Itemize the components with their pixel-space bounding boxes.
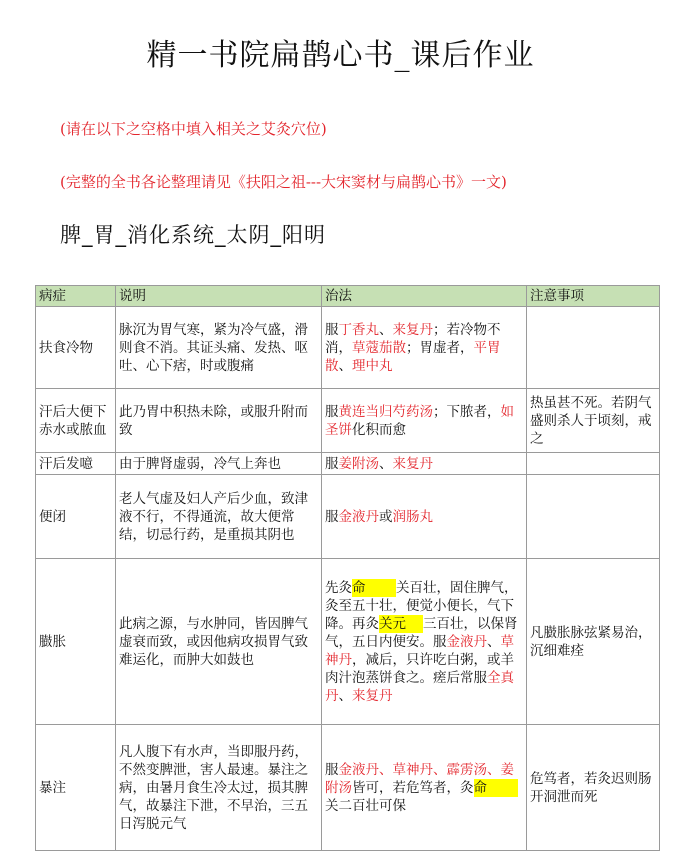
treatment-text: ，减后，只许吃白粥，或羊肉汁泡蒸饼食之。瘥后常服 [325,651,514,686]
section-heading: 脾_胃_消化系统_太阴_阳明 [60,223,326,247]
treatment-text: 三百壮，以保肾气，五日内便安。服 [325,615,518,650]
treatment-text: ；胃虚者， [406,339,474,356]
description-cell: 此病之源，与水肿同，皆因脾气虚衰而致，或因他病攻损胃气致难运化，而肿大如鼓也 [116,559,322,725]
table-row [36,725,660,851]
header-treatment: 治法 [322,286,527,307]
remedy-name: 理中丸 [352,357,393,374]
treatment-text: 先灸 [325,579,352,596]
description-cell: 凡人腹下有水声，当即服丹药，不然变脾泄，害人最速。暴注之病，由暑月食生冷太过，损其脾气，故暴注下泄，不早治，三五日泻脱元气 [116,725,322,851]
table-row [36,475,660,559]
caution-cell [527,307,660,389]
remedy-name: 霹雳汤 [446,761,487,778]
acupoint-blank[interactable]: 命 [352,579,396,597]
disease-cell: 汗后发噫 [36,453,116,475]
treatment-text: 、 [487,633,501,650]
homework-table [35,285,660,851]
description-cell: 老人气虚及妇人产后少血，致津液不行，不得通流，故大便常结，切忌行药，是重损其阴也 [116,475,322,559]
acupoint-blank[interactable]: 命 [474,779,518,797]
remedy-name: 来复丹 [392,455,433,472]
table-row [36,389,660,453]
description-cell: 由于脾肾虚弱，冷气上奔也 [116,453,322,475]
remedy-name: 黄连当归芍药汤 [338,403,433,420]
remedy-name: 、 [433,761,447,778]
remedy-name: 丁香丸 [338,321,379,338]
treatment-text: ；下脓者， [433,403,501,420]
table-row [36,453,660,475]
remedy-name: 全真丹 [325,669,514,704]
treatment-text: 、 [379,455,393,472]
table-row [36,307,660,389]
caution-cell [527,475,660,559]
remedy-name: 草神丹 [392,761,433,778]
treatment-text: 、 [379,321,393,338]
remedy-name: 草蔻茄散 [352,339,406,356]
table-row [36,559,660,725]
header-caution: 注意事项 [527,286,660,307]
treatment-text: 服 [325,403,339,420]
instruction-note: (请在以下之空格中填入相关之艾灸穴位) [60,120,327,138]
treatment-text: 服 [325,508,339,525]
remedy-name: 平胃散 [325,339,501,374]
disease-cell: 扶食冷物 [36,307,116,389]
acupoint-blank[interactable]: 关元 [379,615,423,633]
treatment-text: 关二百壮可保 [325,797,406,814]
remedy-name: 来复丹 [392,321,433,338]
caution-cell: 凡臌胀脉弦紧易治，沉细难痊 [527,559,660,725]
reference-note: (完整的全书各论整理请见《扶阳之祖---大宋窦材与扁鹊心书》一文) [60,173,507,191]
treatment-cell [322,475,527,559]
remedy-name: 金液丹 [338,761,379,778]
treatment-text: 皆可，若危笃者，灸 [352,779,474,796]
remedy-name: 草神丹 [325,633,514,668]
treatment-cell [322,559,527,725]
treatment-text: 服 [325,455,339,472]
treatment-cell [322,389,527,453]
disease-cell: 汗后大便下赤水或脓血 [36,389,116,453]
remedy-name: 金液丹 [446,633,487,650]
remedy-name: 金液丹 [338,508,379,525]
caution-cell: 危笃者，若灸迟则肠开洞泄而死 [527,725,660,851]
remedy-name: 、 [487,761,501,778]
treatment-text: 服 [325,761,339,778]
treatment-cell [322,307,527,389]
caution-cell [527,453,660,475]
disease-cell: 暴注 [36,725,116,851]
disease-cell: 便闭 [36,475,116,559]
table-header-row [36,286,660,307]
treatment-text: 或 [379,508,393,525]
treatment-cell [322,725,527,851]
remedy-name: 、 [379,761,393,778]
description-cell: 此乃胃中积热未除，或服升附而致 [116,389,322,453]
disease-cell: 臌胀 [36,559,116,725]
treatment-text: 关百壮，固住脾气，灸至五十壮，便觉小便长，气下降。再灸 [325,579,518,632]
header-disease: 病症 [36,286,116,307]
treatment-text: 、 [338,357,352,374]
remedy-name: 如圣饼 [325,403,514,438]
treatment-text: ；若冷物不消， [325,321,501,356]
caution-cell: 热虽甚不死。若阴气盛则杀人于顷刻，戒之 [527,389,660,453]
description-cell: 脉沉为胃气寒，紧为冷气盛，滑则食不消。其证头痛、发热、呕吐、心下痞，时或腹痛 [116,307,322,389]
treatment-text: 服 [325,321,339,338]
remedy-name: 润肠丸 [392,508,433,525]
page-title: 精一书院扁鹊心书_课后作业 [146,38,535,73]
remedy-name: 姜附汤 [338,455,379,472]
treatment-text: 化积而愈 [352,421,406,438]
header-description: 说明 [116,286,322,307]
remedy-name: 姜附汤 [325,761,514,796]
treatment-cell [322,453,527,475]
treatment-text: 、 [338,687,352,704]
remedy-name: 来复丹 [352,687,393,704]
